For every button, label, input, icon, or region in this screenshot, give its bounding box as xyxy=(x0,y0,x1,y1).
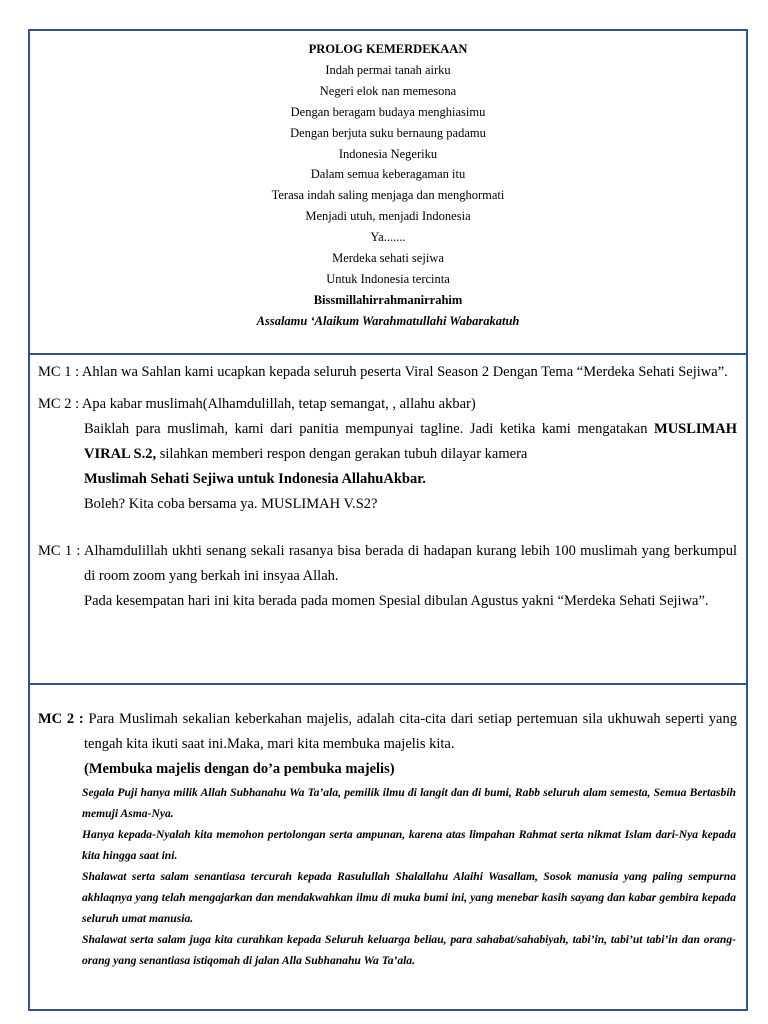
poem-line: Menjadi utuh, menjadi Indonesia xyxy=(305,209,471,224)
tagline-response: Muslimah Sehati Sejiwa untuk Indonesia AllahuAkbar. xyxy=(84,471,426,487)
doa-paragraph: Hanya kepada-Nyalah kita memohon pertolongan serta ampunan, karena atas limpahan Rahmat serta nikmat Islam dari-Nya kepada kita hingga saat ini. xyxy=(82,828,736,862)
dialog-content xyxy=(38,360,737,614)
tagline-text-start: Baiklah para muslimah, kami dari panitia mempunyai tagline. Jadi ketika kami mengatakan xyxy=(84,421,655,437)
doa-paragraph: Shalawat serta salam juga kita curahkan kepada Seluruh keluarga beliau, para sahabat/sahabiyah, tabi’in, tabi’ut tabi’in dan orang-orang yang senantiasa istiqomah di jalan Alla Subhanahu Wa Ta’ala. xyxy=(82,933,736,967)
poem-line: Negeri elok nan memesona xyxy=(319,83,457,98)
doa-paragraph: Segala Puji hanya milik Allah Subhanahu Wa Ta’ala, pemilik ilmu di langit dan di bumi, Rabb seluruh alam semesta, Semua Bertasbih memuji Asma-Nya. xyxy=(82,786,736,820)
poem-line: Indonesia Negeriku xyxy=(338,146,438,161)
opening-doa xyxy=(82,782,736,971)
dialog-box-2 xyxy=(28,683,748,1011)
opening-note: (Membuka majelis dengan do’a pembuka majelis) xyxy=(84,761,395,777)
mc2-label: MC 2 : xyxy=(38,711,84,727)
doa-paragraph: Shalawat serta salam senantiasa tercurah kepada Rasulullah Shalallahu Alaihi Wasallam, Sosok manusia yang paling sempurna akhlaqnya yang telah mengajarkan dan mendakwahkan ilmu di muka bumi ini, yang menebar kasih sayang dan kabar gembira kepada seluruh umat manusia. xyxy=(82,870,736,925)
poem-line: Dengan berjuta suku bernaung padamu xyxy=(290,125,486,140)
august-paragraph: Pada kesempatan hari ini kita berada pada momen Spesial dibulan Agustus yakni “Merdeka Sehati Sejiwa”. xyxy=(84,593,709,609)
mc2-majelis xyxy=(38,707,737,757)
mc2-majelis-text: Para Muslimah sekalian keberkahan majelis, adalah cita-cita dari setiap pertemuan sila ukhuwah seperti yang tengah kita ikuti saat ini.Maka, mari kita membuka majelis kita. xyxy=(83,711,737,752)
poem-line: Dengan beragam budaya menghiasimu xyxy=(290,104,486,119)
try-together-line: Boleh? Kita coba bersama ya. MUSLIMAH V.S2? xyxy=(84,496,378,512)
tagline-bold: MUSLIMAH VIRAL S.2, xyxy=(84,421,737,462)
tagline-text-end: silahkan memberi respon dengan gerakan tubuh dilayar kamera xyxy=(156,446,528,462)
mc1-alhamdulillah: MC 1 : Alhamdulillah ukhti senang sekali rasanya bisa berada di hadapan kurang lebih 100 muslimah yang berkumpul di room zoom yang berkah ini insyaa Allah. xyxy=(38,543,737,584)
prolog-title: PROLOG KEMERDEKAAN xyxy=(308,42,468,56)
mc2-greeting: MC 2 : Apa kabar muslimah(Alhamdulillah, tetap semangat, , allahu akbar) xyxy=(38,396,476,412)
bismillah-line: Bissmillahirrahmanirrahim xyxy=(313,292,463,307)
poem-line: Ya....... xyxy=(370,230,406,245)
prolog-box xyxy=(28,29,748,355)
mc1-intro: MC 1 : Ahlan wa Sahlan kami ucapkan kepada seluruh peserta Viral Season 2 Dengan Tema “Merdeka Sehati Sejiwa”. xyxy=(38,364,728,380)
salam-line: Assalamu ‘Alaikum Warahmatullahi Wabarakatuh xyxy=(256,313,520,328)
poem-line: Terasa indah saling menjaga dan menghormati xyxy=(271,188,505,203)
poem-line: Dalam semua keberagaman itu xyxy=(310,167,466,182)
dialog-box-1 xyxy=(28,353,748,685)
poem-line: Indah permai tanah airku xyxy=(325,62,451,77)
dialog-content-2 xyxy=(38,707,737,782)
poem-line: Merdeka sehati sejiwa xyxy=(332,251,444,266)
tagline-paragraph xyxy=(38,417,737,492)
poem-line: Untuk Indonesia tercinta xyxy=(326,271,450,286)
prolog-poem xyxy=(30,39,746,332)
